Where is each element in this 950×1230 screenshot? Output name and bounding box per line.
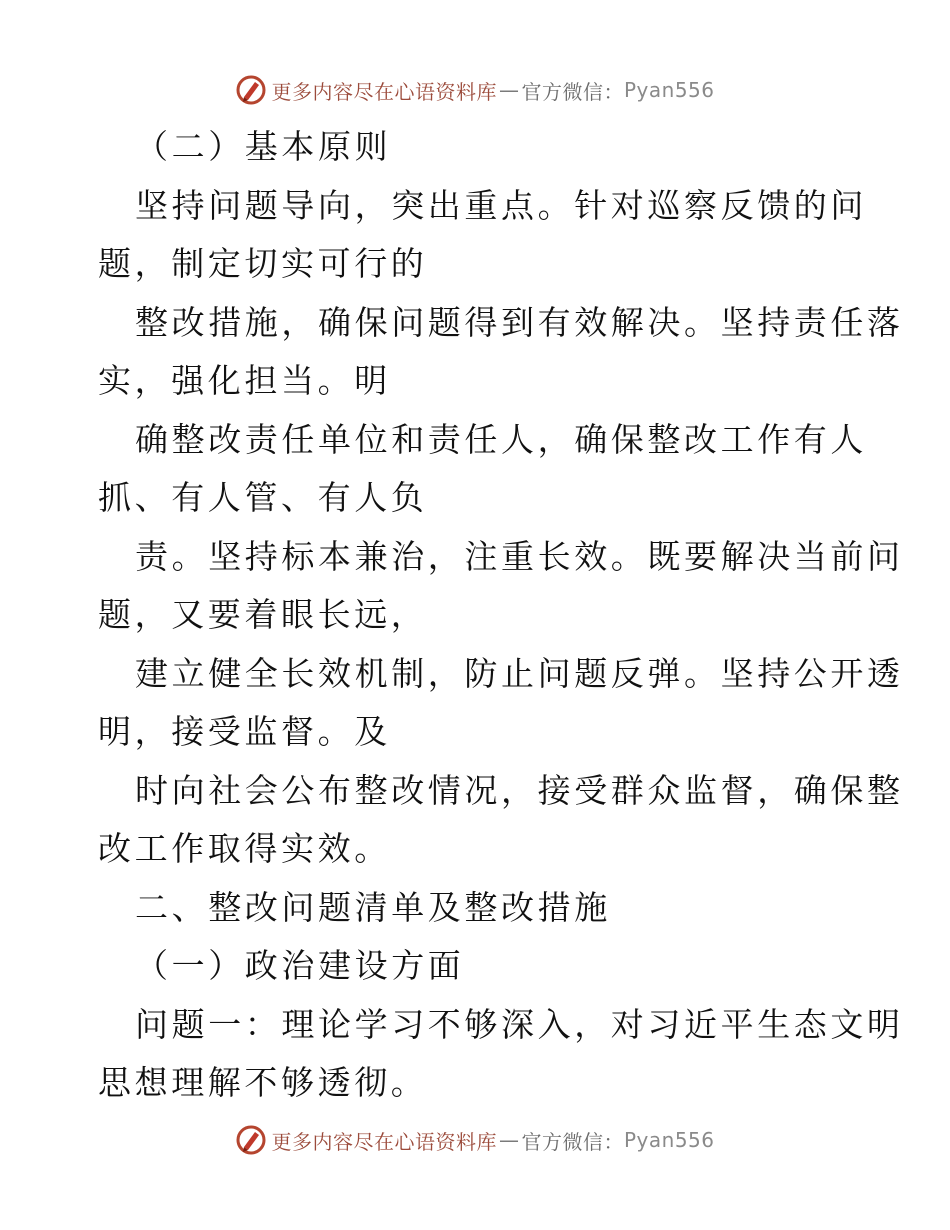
text-line: 题，又要着眼长远， xyxy=(98,595,428,634)
text-line: 建立健全长效机制，防止问题反弹。坚持公开透 xyxy=(135,653,904,693)
header-watermark xyxy=(0,74,950,106)
text-line: 确整改责任单位和责任人，确保整改工作有人 xyxy=(135,419,867,459)
pen-logo-icon xyxy=(235,74,267,106)
pen-logo-icon xyxy=(235,1124,267,1156)
watermark-site-text: 更多内容尽在心语资料库 xyxy=(271,79,497,104)
watermark-dash: — xyxy=(498,1128,520,1152)
text-line: 思想理解不够透彻。 xyxy=(98,1063,428,1102)
section-heading: 二、整改问题清单及整改措施 xyxy=(135,887,611,927)
text-line: 抓、有人管、有人负 xyxy=(98,478,428,517)
subsection-heading: （一）政治建设方面 xyxy=(135,946,465,985)
text-line: 坚持问题导向，突出重点。针对巡察反馈的问 xyxy=(135,185,867,225)
document-body xyxy=(98,118,904,1113)
watermark-dash: — xyxy=(498,78,520,102)
text-line: 问题一：理论学习不够深入，对习近平生态文明 xyxy=(135,1004,904,1044)
watermark-account-id: Pyan556 xyxy=(623,1128,715,1152)
text-line: 题，制定切实可行的 xyxy=(98,244,428,283)
text-line: （二）基本原则 xyxy=(135,127,392,166)
text-line: 时向社会公布整改情况，接受群众监督，确保整 xyxy=(135,770,904,810)
watermark-site-text: 更多内容尽在心语资料库 xyxy=(271,1129,497,1154)
text-line: 明，接受监督。及 xyxy=(98,712,391,751)
text-line: 实，强化担当。明 xyxy=(98,361,391,400)
text-line: 整改措施，确保问题得到有效解决。坚持责任落 xyxy=(135,302,904,342)
text-line: 责。坚持标本兼治，注重长效。既要解决当前问 xyxy=(135,536,904,576)
watermark-official-label: 官方微信： xyxy=(521,79,624,104)
watermark-official-label: 官方微信： xyxy=(521,1129,624,1154)
footer-watermark xyxy=(0,1124,950,1156)
watermark-account-id: Pyan556 xyxy=(623,78,715,102)
text-line: 改工作取得实效。 xyxy=(98,829,391,868)
